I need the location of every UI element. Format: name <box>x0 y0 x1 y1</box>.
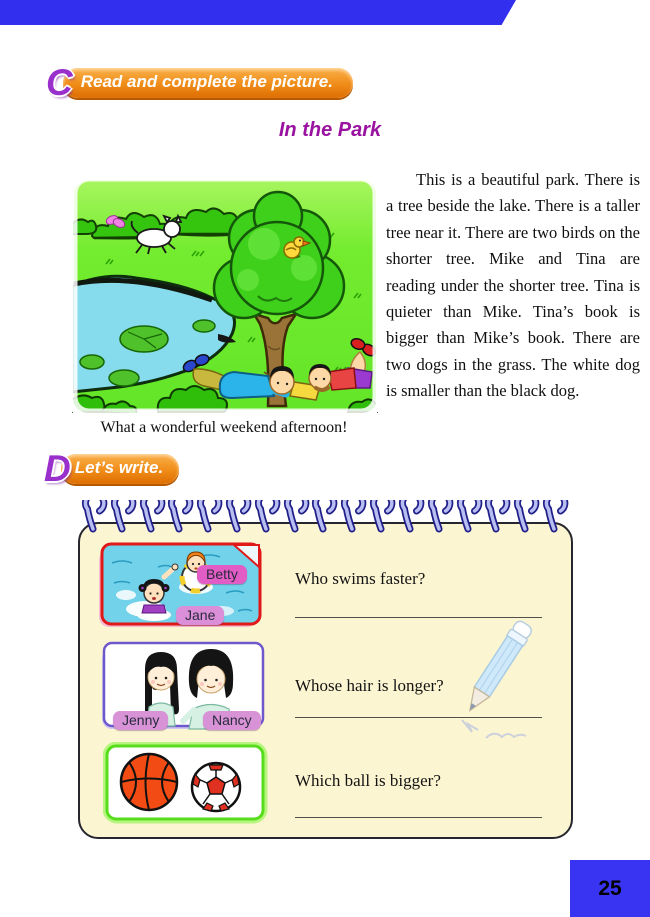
spiral-binding <box>80 500 572 542</box>
reading-paragraph: This is a beautiful park. There is a tree beside the lake. There is a taller tree near it. There are two birds on the shorter tree. Mike and Tina are reading under the shorter tree. Tina is quieter than Mike. Tina’s book is bigger than Mike’s book. There are two dogs in the grass. The white dog is smaller than the black dog. <box>386 170 640 401</box>
page-number: 25 <box>598 876 622 900</box>
picture-caption: What a wonderful weekend afternoon! <box>100 419 348 436</box>
section-c-header <box>46 64 353 101</box>
name-tag-jenny: Jenny <box>113 711 168 730</box>
section-c-letter: C <box>46 62 73 103</box>
answer-line-3[interactable] <box>295 817 542 818</box>
name-tag-jane: Jane <box>176 606 224 625</box>
page-number-box <box>570 860 650 917</box>
park-illustration <box>72 176 378 414</box>
question-2: Whose hair is longer? <box>295 676 444 695</box>
section-d-banner: Let’s write. <box>61 454 180 484</box>
pencil-icon <box>448 616 558 751</box>
name-tag-betty: Betty <box>197 565 247 584</box>
name-tag-nancy: Nancy <box>203 711 261 730</box>
basketball <box>121 754 177 810</box>
section-d-header <box>44 450 179 487</box>
section-c-banner: Read and complete the picture. <box>63 68 353 98</box>
question-3: Which ball is bigger? <box>295 771 441 790</box>
top-blue-band <box>0 0 516 25</box>
section-d-letter: D <box>44 448 71 489</box>
soccer-ball <box>192 763 240 811</box>
question-1: Who swims faster? <box>295 569 426 588</box>
page-title: In the Park <box>278 119 382 141</box>
balls-picture <box>103 742 268 824</box>
